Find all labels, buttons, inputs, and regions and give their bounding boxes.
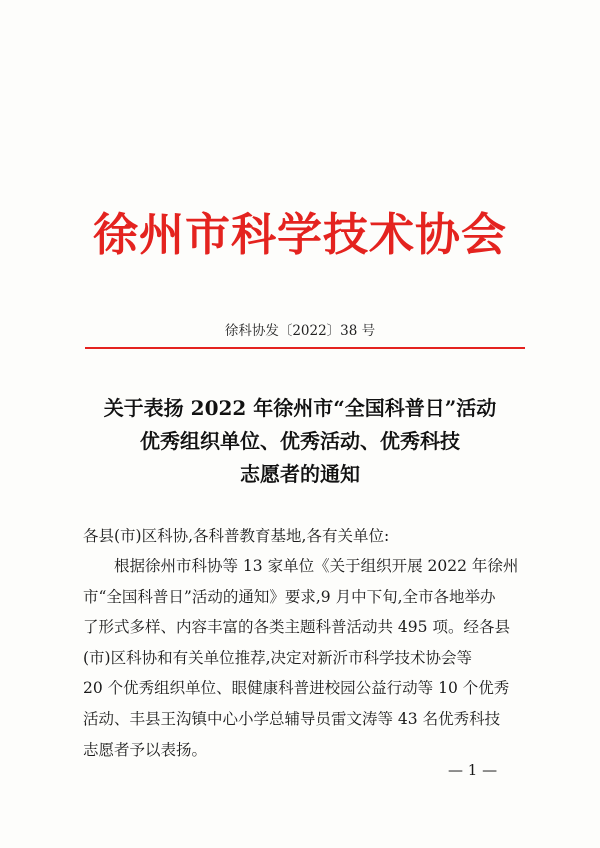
body-paragraph xyxy=(83,551,527,765)
body-line: 志愿者予以表扬。 xyxy=(83,740,208,759)
page-number: — 1 — xyxy=(448,761,498,779)
document-number: 徐科协发〔2022〕38 号 xyxy=(224,323,376,339)
body-line: 20 个优秀组织单位、眼健康科普进校园公益行动等 10 个优秀 xyxy=(83,679,510,698)
letterhead-org-name: 徐州市科学技术协会 xyxy=(92,208,507,261)
notice-title-line: 志愿者的通知 xyxy=(240,462,360,486)
body-line: 市“全国科普日”活动的通知》要求,9 月中下旬,全市各地举办 xyxy=(83,587,496,606)
salutation: 各县(市)区科协,各科普教育基地,各有关单位: xyxy=(83,527,390,545)
notice-title xyxy=(0,392,600,491)
body-line: 根据徐州市科协等 13 家单位《关于组织开展 2022 年徐州 xyxy=(114,557,519,575)
body-line: 了形式多样、内容丰富的各类主题科普活动共 495 项。经各县 xyxy=(83,618,510,637)
body-line: 活动、丰县王沟镇中心小学总辅导员雷文涛等 43 名优秀科技 xyxy=(83,709,501,728)
body-line: (市)区科协和有关单位推荐,决定对新沂市科学技术协会等 xyxy=(83,648,473,667)
notice-title-line: 关于表扬 2022 年徐州市“全国科普日”活动 xyxy=(103,396,497,420)
red-divider-line xyxy=(85,347,525,349)
notice-title-line: 优秀组织单位、优秀活动、优秀科技 xyxy=(140,429,460,453)
